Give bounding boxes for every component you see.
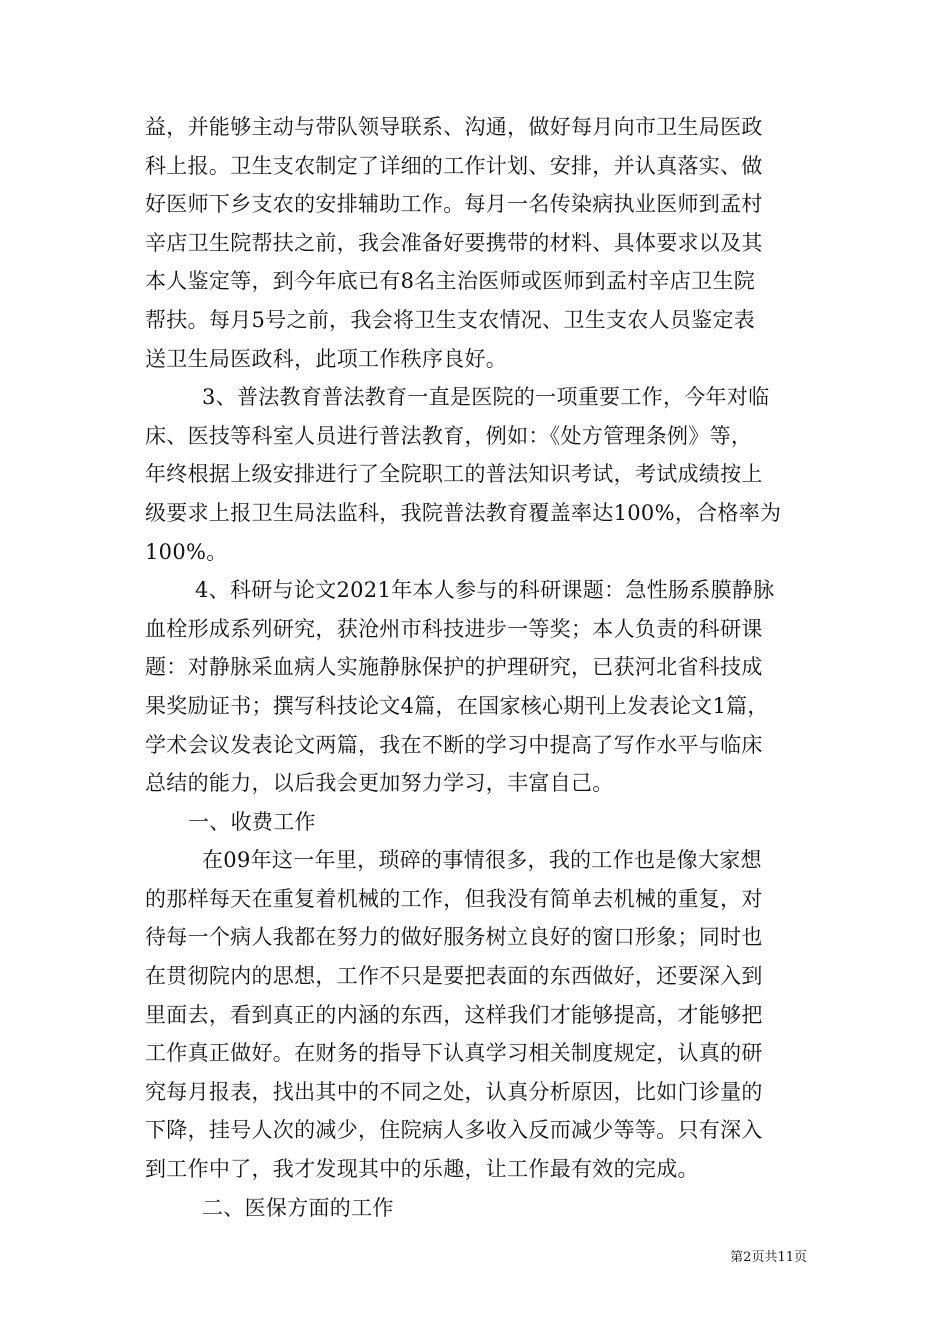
- paragraph-start-line: 在09年这一年里，琐碎的事情很多，我的工作也是像大家想: [202, 848, 762, 873]
- section-heading: 二、医保方面的工作: [202, 1195, 394, 1220]
- text-line: 待每一个病人我都在努力的做好服务树立良好的窗口形象；同时也: [145, 925, 763, 950]
- text-line: 送卫生局医政科，此项工作秩序良好。: [145, 346, 508, 371]
- text-line: 科上报。卫生支农制定了详细的工作计划、安排，并认真落实、做: [145, 153, 763, 178]
- text-line: 血栓形成系列研究，获沧州市科技进步一等奖；本人负责的科研课: [145, 616, 763, 641]
- text-line: 好医师下乡支农的安排辅助工作。每月一名传染病执业医师到孟村: [145, 192, 763, 217]
- text-line: 果奖励证书；撰写科技论文4篇，在国家核心期刊上发表论文1篇，: [145, 693, 769, 718]
- text-line: 级要求上报卫生局法监科，我院普法教育覆盖率达100%，合格率为: [145, 500, 782, 525]
- text-line: 下降，挂号人次的减少，住院病人多收入反而减少等等。只有深入: [145, 1118, 763, 1143]
- text-line: 的那样每天在重复着机械的工作，但我没有简单去机械的重复，对: [145, 886, 763, 911]
- paragraph-start-line: 3、普法教育普法教育一直是医院的一项重要工作，今年对临: [202, 385, 770, 410]
- text-line: 学术会议发表论文两篇，我在不断的学习中提高了写作水平与临床: [145, 732, 763, 757]
- text-line: 年终根据上级安排进行了全院职工的普法知识考试，考试成绩按上: [145, 462, 763, 487]
- text-line: 本人鉴定等，到今年底已有8名主治医师或医师到孟村辛店卫生院: [145, 269, 756, 294]
- text-line: 工作真正做好。在财务的指导下认真学习相关制度规定，认真的研: [145, 1041, 763, 1066]
- text-line: 床、医技等科室人员进行普法教育，例如：《处方管理条例》等，: [145, 423, 753, 448]
- page-number-footer: 第2页共11页: [730, 1250, 807, 1265]
- text-line: 在贯彻院内的思想，工作不只是要把表面的东西做好，还要深入到: [145, 964, 763, 989]
- text-line: 里面去，看到真正的内涵的东西，这样我们才能够提高，才能够把: [145, 1002, 763, 1027]
- document-body: [145, 108, 807, 1227]
- text-line: 辛店卫生院帮扶之前，我会准备好要携带的材料、具体要求以及其: [145, 230, 763, 255]
- text-line: 题：对静脉采血病人实施静脉保护的护理研究，已获河北省科技成: [145, 655, 763, 680]
- text-line: 益，并能够主动与带队领导联系、沟通，做好每月向市卫生局医政: [145, 115, 763, 139]
- text-line: 100%。: [145, 539, 228, 564]
- text-line: 到工作中了，我才发现其中的乐趣，让工作最有效的完成。: [145, 1157, 699, 1182]
- text-line: 帮扶。每月5号之前，我会将卫生支农情况、卫生支农人员鉴定表: [145, 307, 756, 332]
- text-line: 究每月报表，找出其中的不同之处，认真分析原因，比如门诊量的: [145, 1079, 763, 1104]
- paragraph-start-line: 4、科研与论文2021年本人参与的科研课题：急性肠系膜静脉: [195, 578, 775, 603]
- section-heading: 一、收费工作: [188, 809, 316, 834]
- text-line: 总结的能力，以后我会更加努力学习，丰富自己。: [145, 771, 614, 796]
